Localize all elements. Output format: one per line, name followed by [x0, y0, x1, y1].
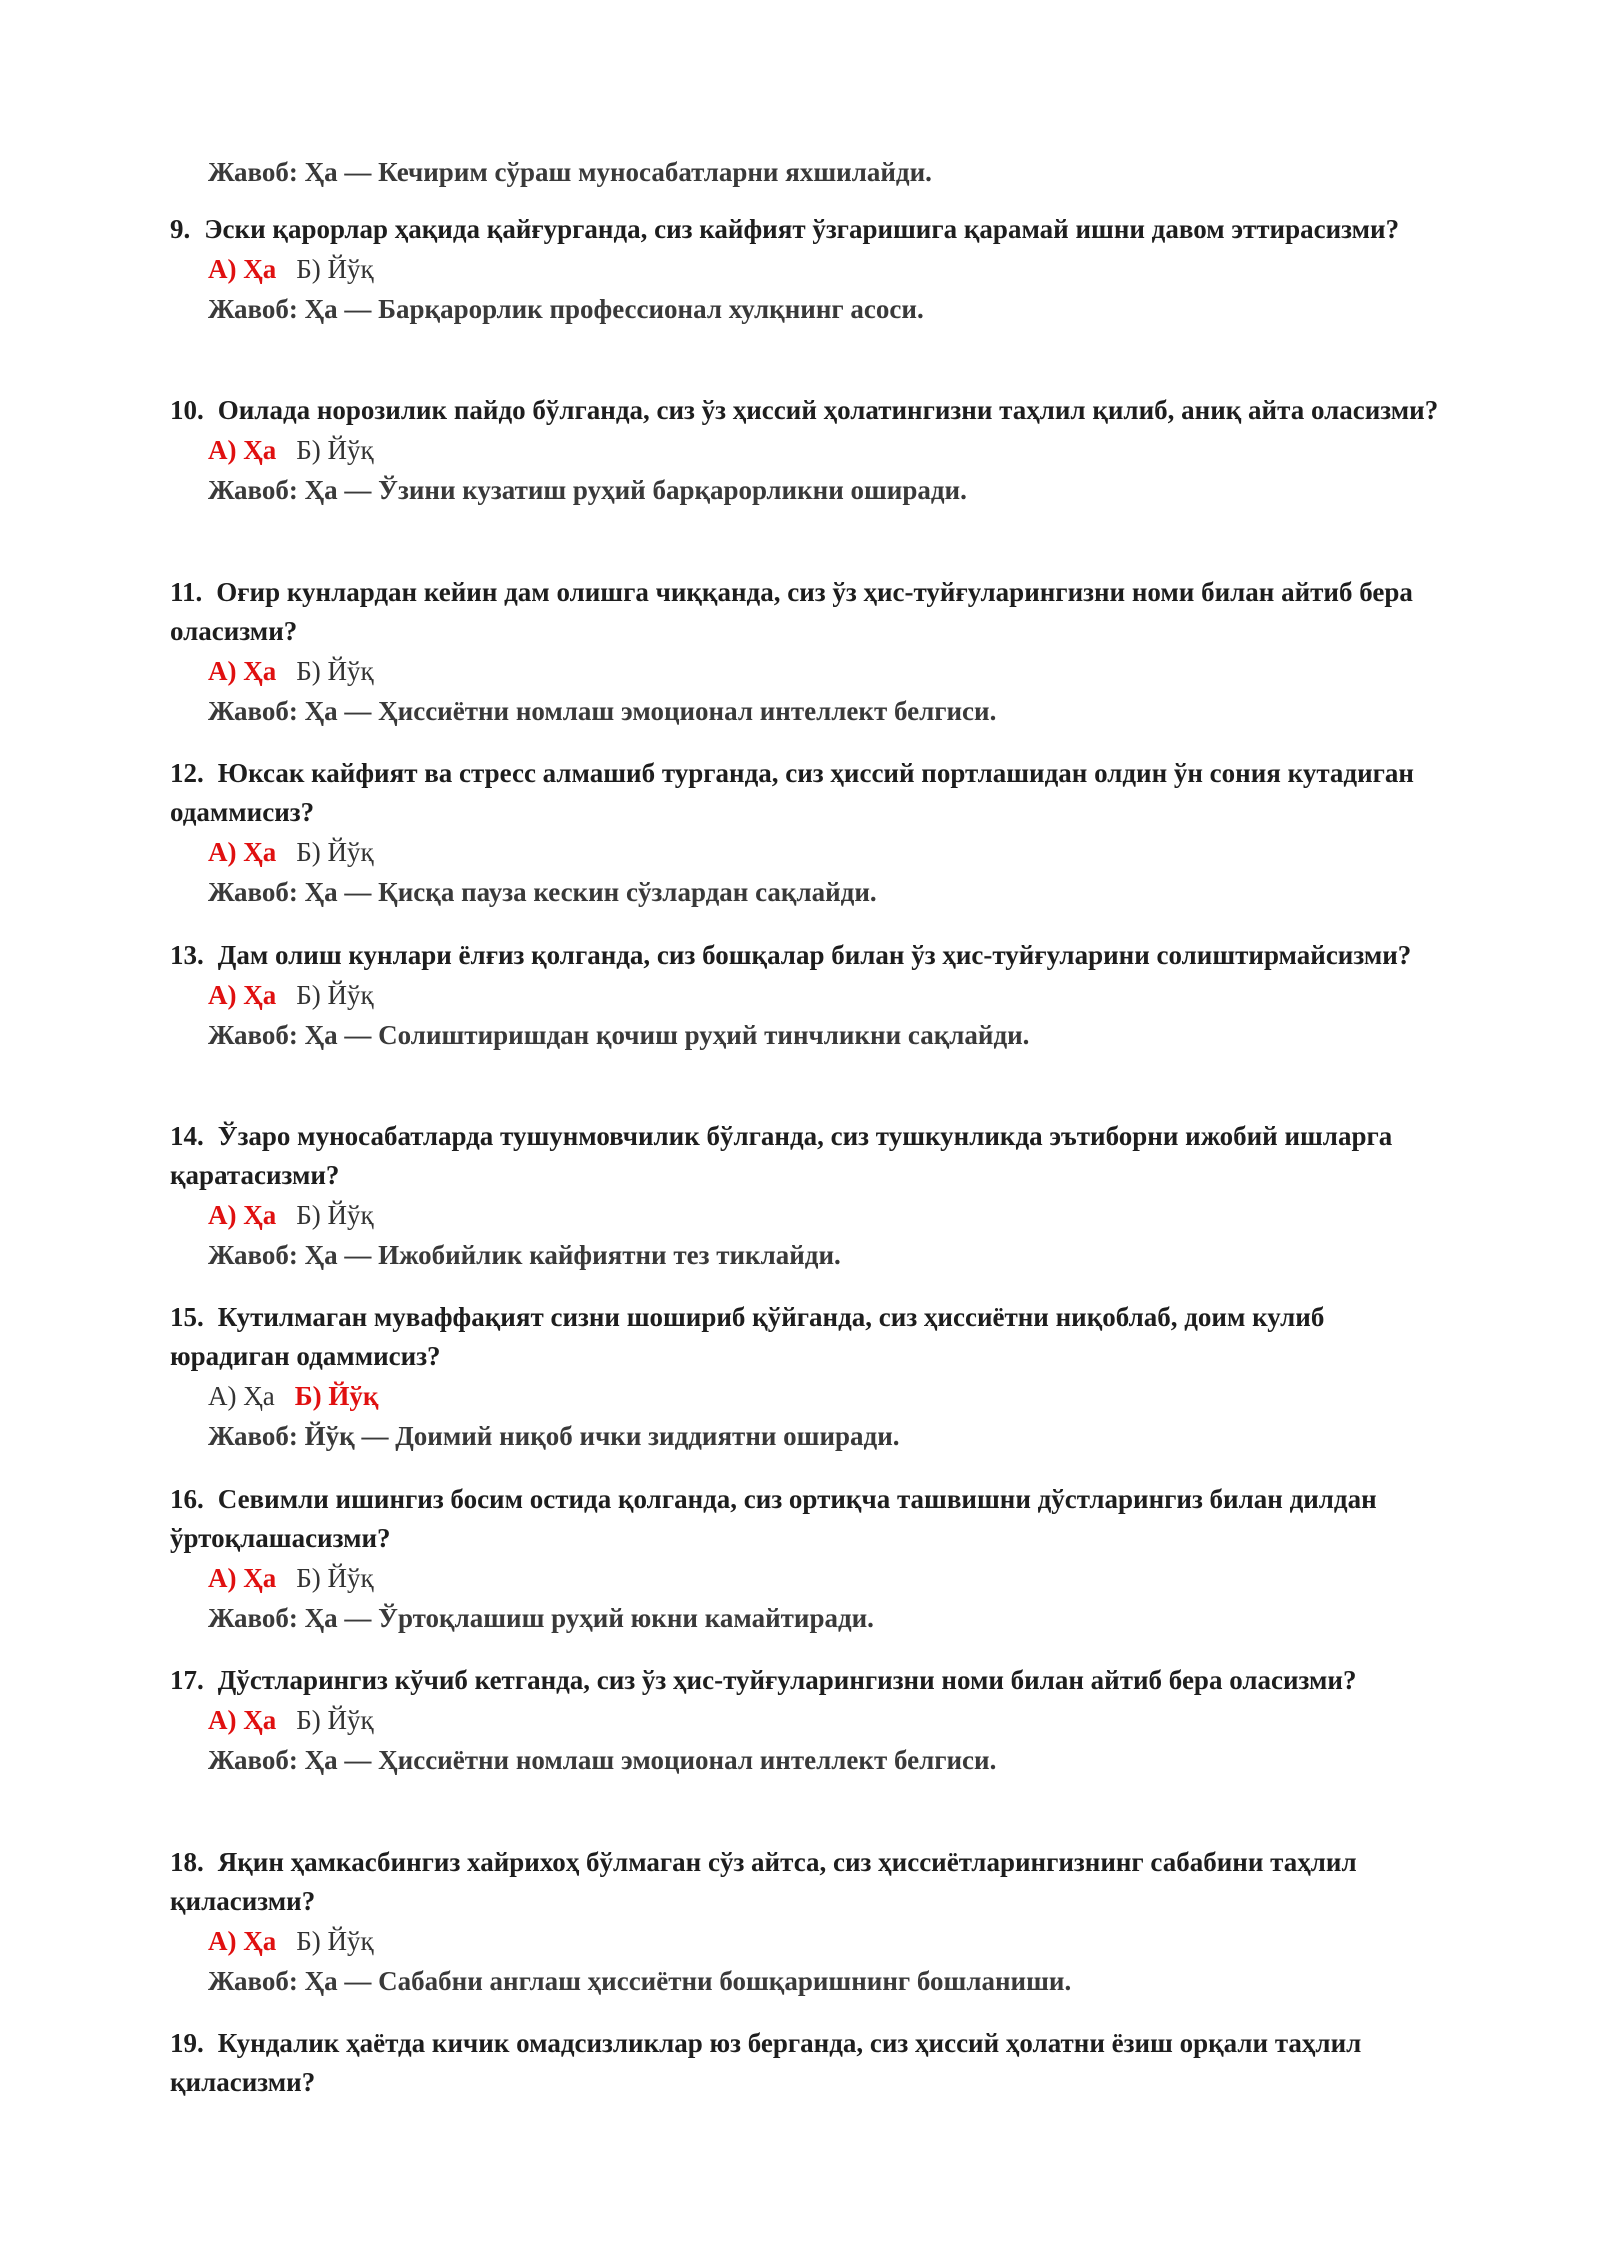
question-item-13 — [170, 936, 1440, 1117]
options-row — [208, 832, 1440, 872]
option-a[interactable]: А) Ҳа — [208, 1381, 275, 1412]
option-a[interactable]: А) Ҳа — [208, 1199, 277, 1230]
question-number: 18. — [170, 1846, 204, 1877]
option-a[interactable]: А) Ҳа — [208, 1925, 277, 1956]
options-row — [208, 651, 1440, 691]
question-item-17 — [170, 1661, 1440, 1842]
options-row — [208, 430, 1440, 470]
question-body: Юксак кайфият ва стресс алмашиб турганда, сиз ҳиссий портлашидан олдин ўн сония кутадиган одаммисиз? — [170, 758, 1414, 828]
question-list — [170, 210, 1440, 2205]
options-row — [208, 249, 1440, 289]
question-body: Дам олиш кунлари ёлғиз қолганда, сиз бошқалар билан ўз ҳис-туйғуларини солиштирмайсизми? — [217, 939, 1412, 970]
question-body: Дўстларингиз кўчиб кетганда, сиз ўз ҳис-туйғуларингизни номи билан айтиб бера оласизми? — [217, 1665, 1357, 1696]
question-item-14 — [170, 1117, 1440, 1298]
question-number: 10. — [170, 395, 204, 426]
option-b[interactable]: Б) Йўқ — [296, 1562, 374, 1593]
options-row — [208, 1921, 1440, 1961]
answer-explanation: Жавоб: Ҳа — Ижобийлик кайфиятни тез тиклайди. — [208, 1239, 841, 1270]
answer-explanation: Жавоб: Ҳа — Барқарорлик профессионал хулқнинг асоси. — [208, 294, 924, 324]
option-b[interactable]: Б) Йўқ — [296, 1705, 374, 1736]
option-a[interactable]: А) Ҳа — [208, 435, 277, 466]
option-a[interactable]: А) Ҳа — [208, 1705, 277, 1736]
question-text — [170, 1117, 1440, 1195]
question-text — [170, 391, 1440, 430]
question-text — [170, 936, 1440, 975]
answer-explanation: Жавоб: Ҳа — Солиштиришдан қочиш руҳий тинчликни сақлайди. — [208, 1019, 1030, 1050]
options-row — [208, 975, 1440, 1015]
options-row — [208, 1558, 1440, 1598]
question-item-9 — [170, 210, 1440, 391]
option-b[interactable]: Б) Йўқ — [296, 254, 374, 284]
question-item-18 — [170, 1843, 1440, 2024]
question-text — [170, 1298, 1440, 1376]
option-b[interactable]: Б) Йўқ — [296, 655, 374, 686]
question-item-11 — [170, 573, 1440, 754]
question-number: 15. — [170, 1302, 204, 1333]
option-b[interactable]: Б) Йўқ — [296, 435, 374, 466]
question-item-10 — [170, 391, 1440, 572]
question-number: 9. — [170, 214, 191, 244]
answer-explanation: Жавоб: Ҳа — Ҳиссиётни номлаш эмоционал интеллект белгиси. — [208, 695, 997, 726]
question-text — [170, 2024, 1440, 2102]
answer-explanation: Жавоб: Ҳа — Сабабни англаш ҳиссиётни бошқаришнинг бошланиши. — [208, 1965, 1072, 1996]
question-text — [170, 1661, 1440, 1700]
question-text — [170, 754, 1440, 832]
question-body: Эски қарорлар ҳақида қайғурганда, сиз кайфият ўзгаришига қарамай ишни давом эттирасизми? — [204, 214, 1400, 244]
option-b[interactable]: Б) Йўқ — [294, 1381, 379, 1412]
option-a[interactable]: А) Ҳа — [208, 837, 277, 868]
question-body: Кундалик ҳаётда кичик омадсизликлар юз берганда, сиз ҳиссий ҳолатни ёзиш орқали таҳлил қиласизми? — [170, 2027, 1362, 2097]
question-item-15 — [170, 1298, 1440, 1479]
question-number: 12. — [170, 758, 204, 789]
question-body: Севимли ишингиз босим остида қолганда, сиз ортиқча ташвишни дўстларингиз билан дилдан ўртоқлашасизми? — [170, 1483, 1377, 1553]
question-item-12 — [170, 754, 1440, 935]
question-body: Яқин ҳамкасбингиз хайрихоҳ бўлмаган сўз айтса, сиз ҳиссиётларингизнинг сабабини таҳлил қиласизми? — [170, 1846, 1357, 1916]
question-number: 14. — [170, 1120, 204, 1151]
answer-explanation-8: Жавоб: Ҳа — Кечирим сўраш муносабатларни яхшилайди. — [208, 157, 932, 187]
option-b[interactable]: Б) Йўқ — [296, 1199, 374, 1230]
question-number: 19. — [170, 2027, 204, 2058]
question-item-19 — [170, 2024, 1440, 2205]
options-row — [208, 1195, 1440, 1235]
question-text — [170, 210, 1440, 249]
answer-explanation: Жавоб: Йўқ — Доимий ниқоб ички зиддиятни оширади. — [208, 1421, 900, 1452]
question-body: Оғир кунлардан кейин дам олишга чиққанда, сиз ўз ҳис-туйғуларингизни номи билан айтиб бера оласизми? — [170, 576, 1413, 646]
option-a[interactable]: А) Ҳа — [208, 254, 277, 284]
answer-explanation: Жавоб: Ҳа — Қисқа пауза кескин сўзлардан сақлайди. — [208, 877, 877, 908]
question-body: Кутилмаган муваффақият сизни шошириб қўйганда, сиз ҳиссиётни ниқоблаб, доим кулиб юрадиган одаммисиз? — [170, 1302, 1325, 1372]
question-text — [170, 573, 1440, 651]
question-number: 16. — [170, 1483, 204, 1514]
option-b[interactable]: Б) Йўқ — [296, 979, 374, 1010]
answer-explanation: Жавоб: Ҳа — Ўртоқлашиш руҳий юкни камайтиради. — [208, 1602, 874, 1633]
answer-explanation: Жавоб: Ҳа — Ҳиссиётни номлаш эмоционал интеллект белгиси. — [208, 1745, 997, 1776]
question-text — [170, 1480, 1440, 1558]
option-a[interactable]: А) Ҳа — [208, 1562, 277, 1593]
question-number: 17. — [170, 1665, 204, 1696]
question-number: 13. — [170, 939, 204, 970]
option-a[interactable]: А) Ҳа — [208, 979, 277, 1010]
option-b[interactable]: Б) Йўқ — [296, 837, 374, 868]
option-a[interactable]: А) Ҳа — [208, 655, 277, 686]
question-item-16 — [170, 1480, 1440, 1661]
answer-explanation: Жавоб: Ҳа — Ўзини кузатиш руҳий барқарорликни оширади. — [208, 475, 967, 506]
question-number: 11. — [170, 576, 203, 607]
question-body: Оилада норозилик пайдо бўлганда, сиз ўз ҳиссий ҳолатингизни таҳлил қилиб, аниқ айта оласизми? — [217, 395, 1439, 426]
question-body: Ўзаро муносабатларда тушунмовчилик бўлганда, сиз тушкунликда эътиборни ижобий ишларга қаратасизми? — [170, 1120, 1393, 1190]
question-text — [170, 1843, 1440, 1921]
options-row — [208, 1376, 1440, 1416]
options-row — [208, 1700, 1440, 1740]
option-b[interactable]: Б) Йўқ — [296, 1925, 374, 1956]
